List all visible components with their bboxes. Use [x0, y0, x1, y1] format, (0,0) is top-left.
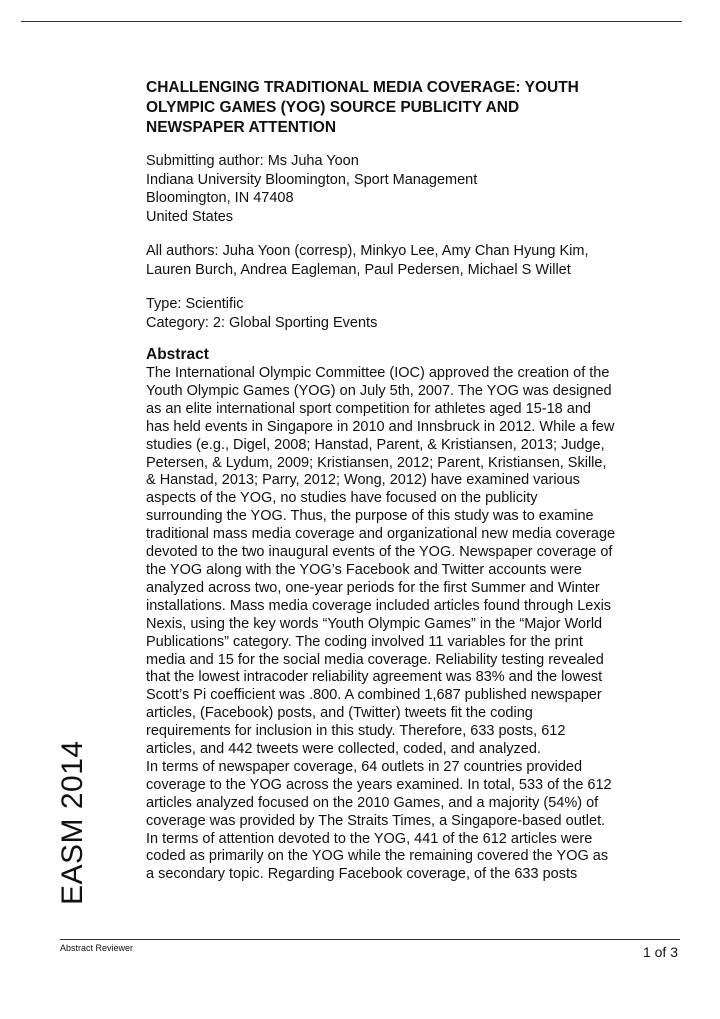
category-line: Category: 2: Global Sporting Events [146, 314, 378, 331]
title-line: CHALLENGING TRADITIONAL MEDIA COVERAGE: YOUTH [146, 79, 579, 96]
abstract-line: Petersen, & Lydum, 2009; Kristiansen, 2012; Parent, Kristiansen, Skille, [146, 454, 607, 471]
abstract-line: the YOG along with the YOG’s Facebook and Twitter accounts were [146, 561, 582, 578]
footer-reviewer-label: Abstract Reviewer [60, 943, 134, 953]
document-title [146, 78, 666, 138]
title-line: OLYMPIC GAMES (YOG) SOURCE PUBLICITY AND [146, 99, 520, 116]
abstract-line: as an elite international sport competition for athletes aged 15-18 and [146, 400, 591, 417]
all-authors-block [146, 242, 666, 279]
abstract-line: Youth Olympic Games (YOG) on July 5th, 2007. The YOG was designed [146, 382, 612, 399]
abstract-line: Scott’s Pi coefficient was .800. A combined 1,687 published newspaper [146, 687, 602, 704]
submitting-author-line: Submitting author: Ms Juha Yoon [146, 153, 359, 169]
abstract-line: coverage to the YOG across the years examined. In total, 533 of the 612 [146, 776, 612, 793]
abstract-line: installations. Mass media coverage included articles found through Lexis [146, 597, 612, 614]
type-line: Type: Scientific [146, 296, 244, 312]
abstract-line: The International Olympic Committee (IOC) approved the creation of the [146, 365, 610, 381]
page-number: 1 of 3 [642, 944, 678, 960]
abstract-line: Nexis, using the key words “Youth Olympic Games” in the “Major World [146, 615, 603, 632]
abstract-line: studies (e.g., Digel, 2008; Hanstad, Parent, & Kristiansen, 2013; Judge, [146, 436, 605, 453]
address-line: Bloomington, IN 47408 [146, 190, 294, 206]
abstract-line: In terms of newspaper coverage, 64 outlets in 27 countries provided [146, 758, 583, 775]
abstract-line: Publications” category. The coding involved 11 variables for the print [146, 633, 583, 650]
abstract-line: traditional mass media coverage and organizational new media coverage [146, 526, 616, 543]
abstract-line: surrounding the YOG. Thus, the purpose of this study was to examine [146, 508, 594, 525]
abstract-line: requirements for inclusion in this study. Therefore, 633 posts, 612 [146, 723, 566, 740]
abstract-line: coded as primarily on the YOG while the remaining covered the YOG as [146, 848, 609, 865]
abstract-line: media and 15 for the social media coverage. Reliability testing revealed [146, 651, 604, 668]
abstract-line: devoted to the two inaugural events of the YOG. Newspaper coverage of [146, 544, 613, 561]
country-line: United States [146, 208, 234, 225]
footer-rule [60, 939, 680, 940]
abstract-line: articles, and 442 tweets were collected, coded, and analyzed. [146, 741, 541, 758]
abstract-line: articles analyzed focused on the 2010 Games, and a majority (54%) of [146, 794, 599, 811]
conference-side-label: EASM 2014 [56, 740, 89, 905]
abstract-line: has held events in Singapore in 2010 and Innsbruck in 2012. While a few [146, 418, 615, 435]
abstract-line: a secondary topic. Regarding Facebook coverage, of the 633 posts [146, 866, 578, 883]
abstract-line: analyzed across two, one-year periods for the first Summer and Winter [146, 579, 600, 596]
document-content [146, 78, 666, 884]
all-authors-line: All authors: Juha Yoon (corresp), Minkyo Lee, Amy Chan Hyung Kim, [146, 243, 589, 259]
title-line: NEWSPAPER ATTENTION [146, 119, 337, 136]
abstract-line: aspects of the YOG, no studies have focused on the publicity [146, 490, 538, 507]
abstract-heading: Abstract [146, 346, 209, 363]
abstract-line: In terms of attention devoted to the YOG, 441 of the 612 articles were [146, 830, 593, 847]
abstract-line: & Hanstad, 2013; Parry, 2012; Wong, 2012) have examined various [146, 472, 580, 489]
type-category-block [146, 295, 666, 332]
all-authors-line: Lauren Burch, Andrea Eagleman, Paul Pedersen, Michael S Willet [146, 261, 571, 278]
top-rule [21, 21, 682, 22]
affiliation-line: Indiana University Bloomington, Sport Management [146, 171, 478, 188]
abstract-line: coverage was provided by The Straits Times, a Singapore-based outlet. [146, 812, 606, 829]
submitting-author-block [146, 152, 666, 226]
abstract-line: articles, (Facebook) posts, and (Twitter) tweets fit the coding [146, 705, 533, 722]
abstract-line: that the lowest intracoder reliability agreement was 83% and the lowest [146, 669, 603, 686]
abstract-body [146, 365, 666, 884]
